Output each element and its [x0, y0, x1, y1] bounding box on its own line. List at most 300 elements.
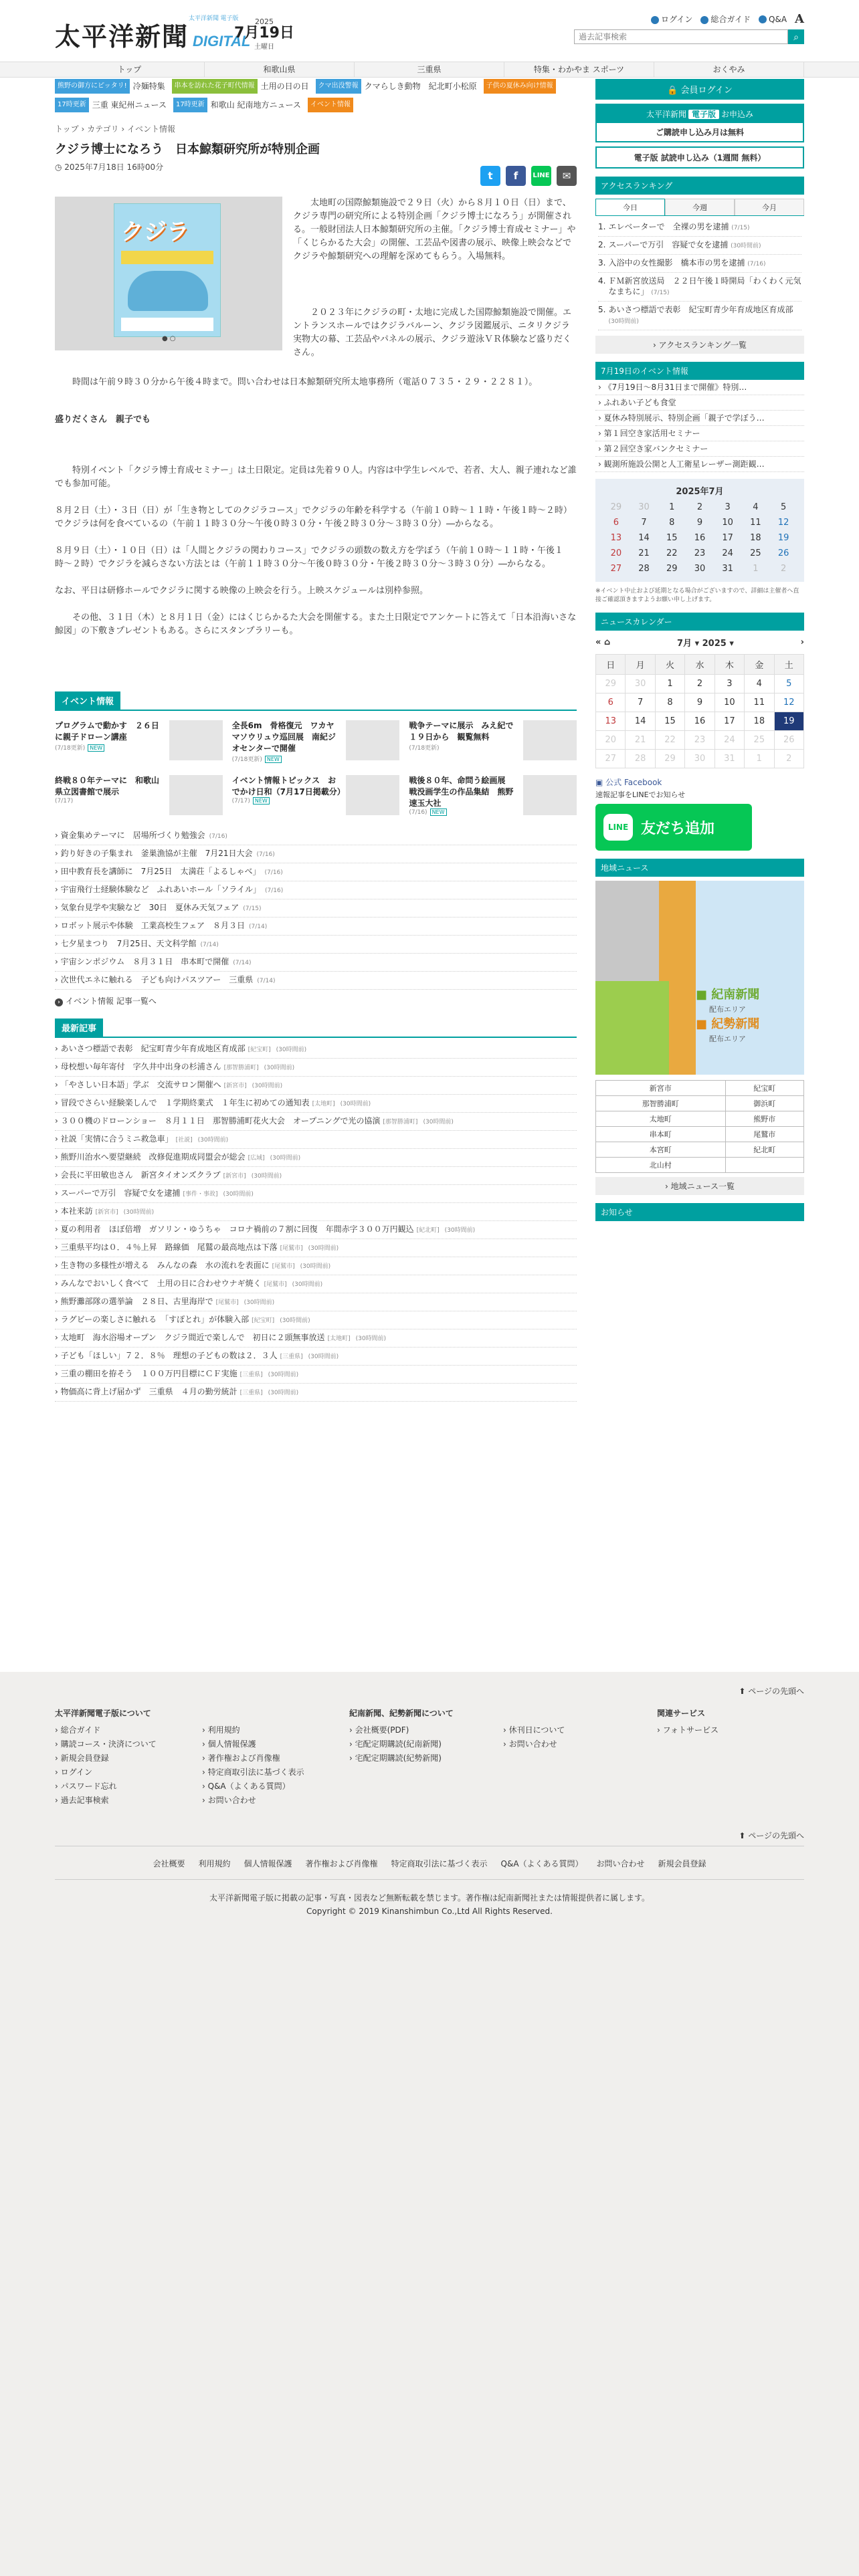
- mail-share-button[interactable]: ✉: [557, 166, 577, 186]
- footer-link[interactable]: › 購読コース・決済について: [55, 1737, 202, 1751]
- area-link[interactable]: 御浜町: [725, 1096, 804, 1111]
- list-item[interactable]: › 子ども「ほしい」７２．８％ 理想の子どもの数は２．３人 [三重県] (30時間前): [55, 1348, 577, 1366]
- news-calendar-day[interactable]: 16: [685, 712, 714, 731]
- list-item[interactable]: › 物価高に背上げ届かず 三重県 ４月の勤労統計 [三重県] (30時間前): [55, 1384, 577, 1402]
- event-card[interactable]: [55, 720, 223, 763]
- calendar-day[interactable]: 24: [722, 548, 733, 558]
- news-calendar-day[interactable]: 4: [745, 675, 774, 693]
- event-card-thumbnail: [346, 775, 399, 815]
- list-item-text: ３００機のドローンショー ８月１１日 那智勝浦町花火大会 オープニングで光の協演: [60, 1116, 381, 1125]
- topic-tag[interactable]: [484, 79, 556, 94]
- event-card[interactable]: [232, 775, 400, 818]
- event-card-text: [409, 720, 519, 763]
- site-footer: [0, 1672, 859, 2576]
- calendar-week: [602, 515, 797, 530]
- today-event-text: 《7月19日〜8月31日まで開催》特別…: [603, 383, 747, 392]
- topic-badge: クマ出没警報: [316, 79, 361, 94]
- ranking-tab[interactable]: 今週: [665, 199, 735, 215]
- ranking-text: エレベーターで 全裸の男を逮捕: [608, 222, 729, 231]
- news-calendar-day[interactable]: 15: [655, 712, 684, 731]
- line-share-button[interactable]: LINE: [531, 166, 551, 186]
- calendar-day[interactable]: 10: [722, 518, 733, 528]
- footer-link[interactable]: › お問い合わせ: [202, 1794, 304, 1808]
- news-calendar-day[interactable]: 28: [626, 750, 655, 768]
- ranking-tabs: [595, 199, 804, 216]
- list-item[interactable]: › 社説「実情に合うミニ救急車」 [社説] (30時間前): [55, 1131, 577, 1149]
- area-link[interactable]: 本宮町: [596, 1142, 726, 1158]
- news-calendar-day[interactable]: 14: [626, 712, 655, 731]
- news-calendar-week: [596, 731, 804, 750]
- list-item-time: (30時間前): [355, 1335, 387, 1342]
- topic-tag[interactable]: [308, 98, 353, 112]
- news-calendar-day[interactable]: 17: [714, 712, 744, 731]
- footer-copyright: [0, 1891, 859, 1918]
- calendar-day[interactable]: 25: [750, 548, 761, 558]
- area-link[interactable]: 尾鷲市: [725, 1127, 804, 1142]
- footer-link[interactable]: › 個人情報保護: [202, 1737, 304, 1751]
- event-card-date-text: (7/18更新): [231, 756, 262, 763]
- list-item-text: 母校想い毎年寄付 字久井中出身の杉浦さん: [60, 1062, 221, 1071]
- list-item-category: [三重県]: [240, 1390, 263, 1396]
- logo-text: 太平洋新聞: [55, 21, 189, 51]
- calendar-day[interactable]: 14: [638, 533, 650, 543]
- list-item[interactable]: › 母校想い毎年寄付 字久井中出身の杉浦さん [那智勝浦町] (30時間前): [55, 1059, 577, 1077]
- area-link[interactable]: 紀宝町: [725, 1081, 804, 1096]
- footer-link[interactable]: › フォトサービス: [657, 1723, 719, 1737]
- calendar-day[interactable]: 9: [696, 518, 703, 528]
- list-item[interactable]: › 次世代エネに触れる 子ども向けパスツアー 三重県 (7/14): [55, 972, 577, 990]
- latest-heading-label: 最新記事: [55, 1018, 103, 1037]
- list-item-time: (30時間前): [268, 1390, 299, 1396]
- area-row: [596, 1158, 804, 1173]
- topic-tag-text: 和歌山 紀南地方ニュース: [210, 100, 301, 110]
- topic-tag[interactable]: [55, 98, 167, 112]
- footer-link[interactable]: › パスワード忘れ: [55, 1780, 202, 1794]
- page-top-link-2[interactable]: ⬆ ページの先頭へ: [739, 1831, 804, 1840]
- footer-bottom-link[interactable]: 著作権および肖像権: [305, 1859, 378, 1868]
- list-item-category: [社説]: [175, 1137, 193, 1144]
- news-calendar-day[interactable]: 13: [596, 712, 626, 731]
- today-event-item[interactable]: › 夏休み特別展示、特別企画「親子で学ぼう…: [595, 411, 804, 426]
- news-calendar-day[interactable]: 1: [655, 675, 684, 693]
- calendar-day[interactable]: 31: [722, 564, 733, 574]
- calendar-day[interactable]: 4: [753, 502, 759, 512]
- topic-tag[interactable]: [316, 79, 477, 94]
- footer-link[interactable]: › お問い合わせ: [503, 1737, 565, 1751]
- list-item[interactable]: › ３００機のドローンショー ８月１１日 那智勝浦町花火大会 オープニングで光の協演 [那智勝浦町] (30時間前): [55, 1113, 577, 1131]
- list-item-text: 七夕星まつり 7月25日、天文科学館: [60, 939, 197, 948]
- event-card[interactable]: [55, 775, 223, 818]
- map-legend: [696, 988, 759, 1047]
- list-item[interactable]: › 資金集めテーマに 居場所づくり勉強会 (7/16): [55, 827, 577, 845]
- topic-tag[interactable]: [55, 79, 165, 94]
- calendar-day[interactable]: 23: [694, 548, 706, 558]
- list-item[interactable]: › 田中教育長を講師に 7月25日 太満荘「よるしゃべ」 (7/16): [55, 863, 577, 881]
- today-event-item[interactable]: › ふれあい子ども食堂: [595, 395, 804, 411]
- event-poster-image: [114, 203, 221, 337]
- news-calendar-day[interactable]: 22: [655, 731, 684, 750]
- calendar-day[interactable]: 30: [638, 502, 650, 512]
- weekday-header: 火: [655, 655, 684, 675]
- news-calendar-day[interactable]: 8: [655, 693, 684, 712]
- facebook-share-button[interactable]: f: [506, 166, 526, 186]
- new-badge: NEW: [265, 756, 282, 763]
- news-calendar-day[interactable]: 29: [655, 750, 684, 768]
- calendar-day[interactable]: 15: [666, 533, 678, 543]
- today-event-text: 夏休み特別展示、特別企画「親子で学ぼう…: [603, 413, 765, 423]
- list-item[interactable]: › 七夕星まつり 7月25日、天文科学館 (7/14): [55, 936, 577, 954]
- guide-link[interactable]: [700, 13, 751, 25]
- today-event-item[interactable]: › 第１回空き家活用セミナー: [595, 426, 804, 441]
- news-calendar-day[interactable]: 23: [685, 731, 714, 750]
- list-item[interactable]: › 三重の棚田を拵そう １００万円目標にＣＦ実施 [三重県] (30時間前): [55, 1366, 577, 1384]
- footer-link[interactable]: › ログイン: [55, 1765, 202, 1780]
- guide-link-label: 総合ガイド: [710, 15, 751, 24]
- calendar-day[interactable]: 2: [780, 564, 787, 574]
- line-button-label: 友だち追加: [641, 820, 715, 837]
- ranking-item[interactable]: [598, 302, 801, 330]
- nav-item[interactable]: トップ: [55, 62, 205, 77]
- news-calendar-nav: « ⌂ 7月 ▾ 2025 ▾ ›: [595, 637, 804, 649]
- trial-button[interactable]: 電子版 試読申し込み（1週間 無料）: [595, 146, 804, 169]
- footer-link[interactable]: › 利用規約: [202, 1723, 304, 1737]
- list-item-date: (7/16): [264, 869, 283, 876]
- ranking-date: (7/16): [747, 261, 766, 267]
- event-card[interactable]: [232, 720, 400, 763]
- list-item[interactable]: › 「やさしい日本語」学ぶ 交流サロン開催へ [新宮市] (30時間前): [55, 1077, 577, 1095]
- footer-bottom-link[interactable]: 個人情報保護: [244, 1859, 292, 1868]
- calendar-day[interactable]: 1: [753, 564, 759, 574]
- list-item-time: (30時間前): [308, 1354, 339, 1360]
- footer-bottom-link[interactable]: Q&A（よくある質問）: [500, 1859, 583, 1868]
- news-calendar-day[interactable]: 26: [774, 731, 803, 750]
- list-item-time: (30時間前): [251, 1173, 282, 1180]
- prev-year-button[interactable]: « ⌂: [595, 637, 611, 647]
- list-item[interactable]: › ラグビーの楽しさに触れる 「すぽとれ」が体験入部 [紀宝町] (30時間前): [55, 1311, 577, 1329]
- news-calendar-day[interactable]: 7: [626, 693, 655, 712]
- ranking-number: 5.: [598, 305, 606, 314]
- font-size-toggle[interactable]: A: [795, 12, 804, 26]
- event-card-text: [232, 775, 343, 818]
- footer-bottom-link[interactable]: お問い合わせ: [596, 1859, 645, 1868]
- list-item[interactable]: › 太地町 海水浴場オープン クジラ間近で楽しんで 初日に２頭無事放送 [太地町] (30時間前): [55, 1329, 577, 1348]
- calendar-day[interactable]: 28: [638, 564, 650, 574]
- list-item-category: [太地町]: [327, 1335, 351, 1342]
- calendar-day[interactable]: 8: [669, 518, 675, 528]
- news-calendar-heading: ニュースカレンダー: [595, 613, 804, 631]
- list-item[interactable]: › 宇宙飛行士経験体験など ふれあいホール「ソライル」 (7/16): [55, 881, 577, 899]
- search-button[interactable]: [788, 29, 804, 44]
- footer-bottom-link[interactable]: 特定商取引法に基づく表示: [391, 1859, 488, 1868]
- weekday-header: 月: [626, 655, 655, 675]
- nav-item[interactable]: おくやみ: [654, 62, 804, 77]
- area-link[interactable]: 那智勝浦町: [596, 1096, 726, 1111]
- line-add-friend-button[interactable]: [595, 804, 752, 851]
- calendar-day[interactable]: 3: [725, 502, 731, 512]
- events-heading-label: イベント情報: [55, 691, 120, 710]
- list-item[interactable]: › 本社来訪 [新宮市] (30時間前): [55, 1203, 577, 1221]
- member-login-button[interactable]: 🔒 会員ログイン: [595, 79, 804, 100]
- poster-band: [121, 251, 213, 264]
- list-item-text: 田中教育長を講師に 7月25日 太満荘「よるしゃべ」: [60, 867, 261, 876]
- list-item-category: [紀宝町]: [252, 1317, 275, 1324]
- list-item-category: [三重県]: [280, 1354, 303, 1360]
- list-item[interactable]: › 生き物の多様性が増える みんなの森 水の流れを表面に [尾鷲市] (30時間前): [55, 1257, 577, 1275]
- event-card-text: [55, 775, 165, 818]
- news-calendar-day[interactable]: 10: [714, 693, 744, 712]
- new-badge: NEW: [253, 797, 270, 804]
- news-calendar-day[interactable]: 18: [745, 712, 774, 731]
- footer-link[interactable]: › 過去記事検索: [55, 1794, 202, 1808]
- footer-link[interactable]: › 会社概要(PDF): [349, 1723, 503, 1737]
- line-notice: 速報記事をLINEでお知らせ: [595, 790, 686, 799]
- weekday-header: 金: [745, 655, 774, 675]
- news-calendar-week: [596, 675, 804, 693]
- news-calendar-day[interactable]: 11: [745, 693, 774, 712]
- share-buttons: [480, 166, 577, 186]
- date-weekday: 土曜日: [254, 43, 274, 51]
- next-month-button[interactable]: ›: [800, 637, 804, 647]
- list-item[interactable]: › 三重県平均は０．４％上昇 路線価 尾鷲の最高地点は下落 [尾鷲市] (30時間前): [55, 1239, 577, 1257]
- news-calendar-day[interactable]: 20: [596, 731, 626, 750]
- area-link[interactable]: 太地町: [596, 1111, 726, 1127]
- news-calendar-year[interactable]: 2025: [702, 639, 727, 649]
- ranking-item[interactable]: [598, 219, 801, 237]
- calendar-day[interactable]: 26: [777, 548, 789, 558]
- area-more-button[interactable]: › 地域ニュース一覧: [595, 1177, 804, 1195]
- article-body: [55, 376, 577, 638]
- list-item-text: あいさつ標語で表彰 紀宝町青少年育成地区育成部: [60, 1044, 246, 1053]
- nav-item[interactable]: 特集・わかやま スポーツ: [504, 62, 654, 77]
- list-item-category: [尾鷲市]: [264, 1281, 287, 1288]
- list-item-text: 熊野川治水へ要望継続 改修促進期成同盟会が総会: [60, 1152, 246, 1162]
- calendar-day[interactable]: 20: [610, 548, 622, 558]
- calendar-day[interactable]: 22: [666, 548, 678, 558]
- news-calendar-day[interactable]: 25: [745, 731, 774, 750]
- list-item-category: [新宮市]: [223, 1173, 246, 1180]
- footer-bottom-link[interactable]: 会社概要: [153, 1859, 185, 1868]
- footer-col-2-title: 紀南新聞、紀勢新聞について: [349, 1709, 454, 1718]
- list-item-text: みんなでおいしく食べて 土用の日に合わせウナギ焼く: [60, 1279, 262, 1288]
- ranking-item[interactable]: [598, 273, 801, 302]
- footer-link[interactable]: › 新規会員登録: [55, 1751, 202, 1765]
- topic-tags: [55, 79, 577, 112]
- login-link-label: ログイン: [660, 15, 693, 24]
- site-logo[interactable]: [55, 16, 250, 53]
- area-link[interactable]: 熊野市: [725, 1111, 804, 1127]
- list-item-text: 会長に平田敏也さん 新宮タイオンズクラブ: [60, 1170, 221, 1180]
- news-calendar-day[interactable]: 2: [685, 675, 714, 693]
- news-calendar-day[interactable]: 3: [714, 675, 744, 693]
- today-event-item[interactable]: › 《7月19日〜8月31日まで開催》特別…: [595, 380, 804, 395]
- line-icon: LINE: [603, 814, 633, 841]
- calendar-day[interactable]: 30: [694, 564, 706, 574]
- footer-link[interactable]: › 著作権および肖像権: [202, 1751, 304, 1765]
- news-calendar-day[interactable]: 6: [596, 693, 626, 712]
- footer-link[interactable]: › 総合ガイド: [55, 1723, 202, 1737]
- footer-link[interactable]: › Q&A（よくある質問）: [202, 1780, 304, 1794]
- calendar-day[interactable]: 17: [722, 533, 733, 543]
- event-card-text: [55, 720, 165, 763]
- today-event-item[interactable]: › 観測所施設公開と人工衛星レーザー測距観…: [595, 457, 804, 472]
- list-item-time: (30時間前): [300, 1263, 331, 1270]
- news-calendar-day[interactable]: 12: [774, 693, 803, 712]
- ranking-text-wrap: [608, 304, 801, 327]
- ranking-number: 2.: [598, 240, 606, 249]
- list-item-date: (7/16): [256, 851, 275, 858]
- today-event-text: 第１回空き家活用セミナー: [603, 429, 700, 438]
- slider-dots[interactable]: ●○: [162, 335, 178, 342]
- event-card[interactable]: [409, 775, 577, 818]
- new-badge: NEW: [88, 744, 104, 752]
- list-item-category: [新宮市]: [95, 1209, 118, 1216]
- calendar-day[interactable]: 13: [610, 533, 622, 543]
- calendar-day[interactable]: 27: [610, 564, 622, 574]
- footer-link[interactable]: › 休刊日について: [503, 1723, 565, 1737]
- footer-bottom-link[interactable]: 新規会員登録: [658, 1859, 706, 1868]
- list-item[interactable]: › 気象台見学や実験など 30日 夏休み天気フェア (7/15): [55, 899, 577, 918]
- news-calendar-day[interactable]: 9: [685, 693, 714, 712]
- event-card[interactable]: [409, 720, 577, 763]
- calendar-day[interactable]: 7: [641, 518, 647, 528]
- list-item-text: 社説「実情に合うミニ救急車」: [60, 1134, 173, 1144]
- list-item-date: (7/15): [243, 905, 262, 912]
- area-link[interactable]: 北山村: [596, 1158, 726, 1173]
- calendar-week: [602, 530, 797, 546]
- news-calendar-day[interactable]: 30: [685, 750, 714, 768]
- list-item[interactable]: › 熊野川治水へ要望継続 改修促進期成同盟会が総会 [広域] (30時間前): [55, 1149, 577, 1167]
- list-item-date: (7/14): [249, 924, 268, 930]
- list-item[interactable]: › ロボット展示や体験 工業高校生フェア ８月３日 (7/14): [55, 918, 577, 936]
- area-link[interactable]: 新宮市: [596, 1081, 726, 1096]
- news-calendar-day[interactable]: 21: [626, 731, 655, 750]
- calendar-day[interactable]: 19: [777, 533, 789, 543]
- calendar-day[interactable]: 21: [638, 548, 650, 558]
- ranking-item[interactable]: [598, 237, 801, 255]
- topic-tag-text: 土用の日の日: [260, 82, 309, 91]
- list-item-category: [尾鷲市]: [215, 1299, 239, 1306]
- nav-item[interactable]: 三重県: [355, 62, 504, 77]
- news-calendar-day[interactable]: 1: [745, 750, 774, 768]
- topic-tag[interactable]: [172, 79, 309, 94]
- news-calendar-month[interactable]: 7月: [677, 639, 692, 649]
- list-item[interactable]: › 会長に平田敏也さん 新宮タイオンズクラブ [新宮市] (30時間前): [55, 1167, 577, 1185]
- news-calendar-week: [596, 750, 804, 768]
- footer-link[interactable]: › 宅配定期購読(紀南新聞): [349, 1737, 503, 1751]
- date-month-day: 7月19日: [234, 25, 294, 41]
- list-item[interactable]: › スーパーで万引 容疑で女を逮捕 [事件・事故] (30時間前): [55, 1185, 577, 1203]
- topic-badge: 子供の夏休み向け情報: [484, 79, 556, 94]
- ranking-item[interactable]: [598, 255, 801, 273]
- news-calendar-day[interactable]: 29: [596, 675, 626, 693]
- page-top-link[interactable]: ⬆ ページの先頭へ: [739, 1687, 804, 1696]
- calendar-day[interactable]: 6: [613, 518, 619, 528]
- logo-subtitle: 太平洋新聞 電子版: [189, 15, 239, 21]
- area-link: [725, 1158, 804, 1173]
- list-item-text: 釣り好きの子集まれ 釜巣漁協が主催 7月21日大会: [60, 849, 253, 858]
- latest-section-heading: [55, 1018, 577, 1038]
- area-link[interactable]: 串本町: [596, 1127, 726, 1142]
- ranking-number: 1.: [598, 222, 606, 231]
- calendar-day[interactable]: 18: [750, 533, 761, 543]
- list-item[interactable]: › あいさつ標語で表彰 紀宝町青少年育成地区育成部 [紀宝町] (30時間前): [55, 1041, 577, 1059]
- footer-col-2: [349, 1707, 657, 1808]
- today-events-heading: 7月19日のイベント情報: [595, 362, 804, 380]
- news-calendar-day[interactable]: 19: [774, 712, 803, 731]
- list-item[interactable]: › 宇宙シンポジウム ８月３１日 串本町で開催 (7/14): [55, 954, 577, 972]
- search-input[interactable]: [574, 29, 788, 44]
- calendar-day[interactable]: 29: [610, 502, 622, 512]
- topic-badge: イベント情報: [308, 98, 353, 112]
- today-event-item[interactable]: › 第２回空き家バンクセミナー: [595, 441, 804, 457]
- news-calendar-day[interactable]: 2: [774, 750, 803, 768]
- weekday-header: 水: [685, 655, 714, 675]
- subscribe-box[interactable]: [595, 104, 804, 142]
- ranking-list: [595, 216, 804, 333]
- qa-link[interactable]: [759, 15, 787, 24]
- facebook-link[interactable]: ▣ 公式 Facebook: [595, 778, 662, 787]
- topic-tag[interactable]: [173, 98, 301, 112]
- footer-link[interactable]: › 特定商取引法に基づく表示: [202, 1765, 304, 1780]
- list-item-text: 夏の利用者 ほぼ倍増 ガソリン・ゆうちゃ コロナ禍前の７割に回復 年間赤字３００万円観込: [60, 1224, 414, 1234]
- lead-paragraph-1: 太地町の国際鯨類施設で２９日（火）から８月１０日（日）まで、クジラ専門の研究所による特別企画「クジラ博士になろう」が開催される。一般財団法人日本鯨類研究所の主催。「クジラ博士育成セミナー」や「くじらかるた大会」の開催、工芸品や図書の展示、映像上映会などでクジラや鯨類研究への理解を深めてもらう。入場無料。: [293, 198, 576, 261]
- calendar-day[interactable]: 16: [694, 533, 706, 543]
- article-photo[interactable]: [55, 197, 282, 350]
- list-item-category: [尾鷲市]: [280, 1245, 303, 1252]
- lock-icon: [651, 16, 659, 24]
- ranking-tab[interactable]: 今日: [595, 199, 665, 215]
- footer-link[interactable]: › 宅配定期購読(紀勢新聞): [349, 1751, 503, 1765]
- news-calendar-day[interactable]: 24: [714, 731, 744, 750]
- news-calendar-day[interactable]: 5: [774, 675, 803, 693]
- ranking-more-button[interactable]: › アクセスランキング一覧: [595, 336, 804, 354]
- event-calendar-title: 2025年7月: [676, 487, 724, 497]
- lead-paragraph-2: ２０２３年にクジラの町・太地に完成した国際鯨類施設で開催。エントランスホールではクジラバルーン、クジラ図鑑展示、ニタリクジラ実物大の幕、工芸品やパネルの展示、クジラ遊泳ＶＲ体験など盛りだくさん。: [293, 308, 572, 358]
- list-item-text: ラグビーの楽しさに触れる 「すぽとれ」が体験入部: [60, 1315, 250, 1324]
- news-calendar-day[interactable]: 27: [596, 750, 626, 768]
- qa-link-label: Q&A: [769, 14, 787, 24]
- calendar-day[interactable]: 1: [669, 502, 675, 512]
- ranking-text-wrap: [608, 257, 765, 270]
- list-item[interactable]: › 熊野灘部隊の選挙論 ２８日、古里海岸で [尾鷲市] (30時間前): [55, 1293, 577, 1311]
- nav-item[interactable]: 和歌山県: [205, 62, 355, 77]
- calendar-day[interactable]: 11: [750, 518, 761, 528]
- login-link[interactable]: [651, 13, 692, 25]
- calendar-day[interactable]: 12: [777, 518, 789, 528]
- news-calendar-day[interactable]: 31: [714, 750, 744, 768]
- list-item[interactable]: › 釣り好きの子集まれ 釜巣漁協が主催 7月21日大会 (7/16): [55, 845, 577, 863]
- new-badge: NEW: [430, 809, 447, 816]
- news-calendar-day[interactable]: 30: [626, 675, 655, 693]
- calendar-day[interactable]: 2: [696, 502, 703, 512]
- sidebar: [595, 79, 804, 1221]
- list-item[interactable]: › みんなでおいしく食べて 土用の日に合わせウナギ焼く [尾鷲市] (30時間前): [55, 1275, 577, 1293]
- events-more-link[interactable]: [55, 995, 577, 1006]
- area-link[interactable]: 紀北町: [725, 1142, 804, 1158]
- calendar-day[interactable]: 29: [666, 564, 678, 574]
- area-map[interactable]: [595, 881, 804, 1075]
- footer-links: [0, 1858, 859, 1869]
- list-item[interactable]: › 冒段でさらい経験楽しんで １学期終業式 １年生に初めての通知表 [太地町] (30時間前): [55, 1095, 577, 1113]
- calendar-day[interactable]: 5: [780, 502, 787, 512]
- calendar-note: ※イベント中止および延期となる場合がございますので、詳細は主催者へ直接ご確認頂きますようお願い申し上げます。: [595, 588, 799, 603]
- footer-bottom-link[interactable]: 利用規約: [198, 1859, 231, 1868]
- twitter-share-button[interactable]: t: [480, 166, 500, 186]
- site-header: [0, 0, 859, 62]
- body-paragraph: ８月９日（土）・１０日（日）は「人間とクジラの関わりコース」でクジラの頭数の数え方を学ぼう（午前１０時〜１１時・午後１時〜２時）でクジラを減らさない方法とは（午前１１時３０分〜午後０時３０分・午後２時３０分〜３時３０分）―からなる。: [55, 546, 563, 569]
- ranking-tab[interactable]: 今月: [735, 199, 804, 215]
- list-item[interactable]: › 夏の利用者 ほぼ倍増 ガソリン・ゆうちゃ コロナ禍前の７割に回復 年間赤字３００万円観込 [紀北町] (30時間前): [55, 1221, 577, 1239]
